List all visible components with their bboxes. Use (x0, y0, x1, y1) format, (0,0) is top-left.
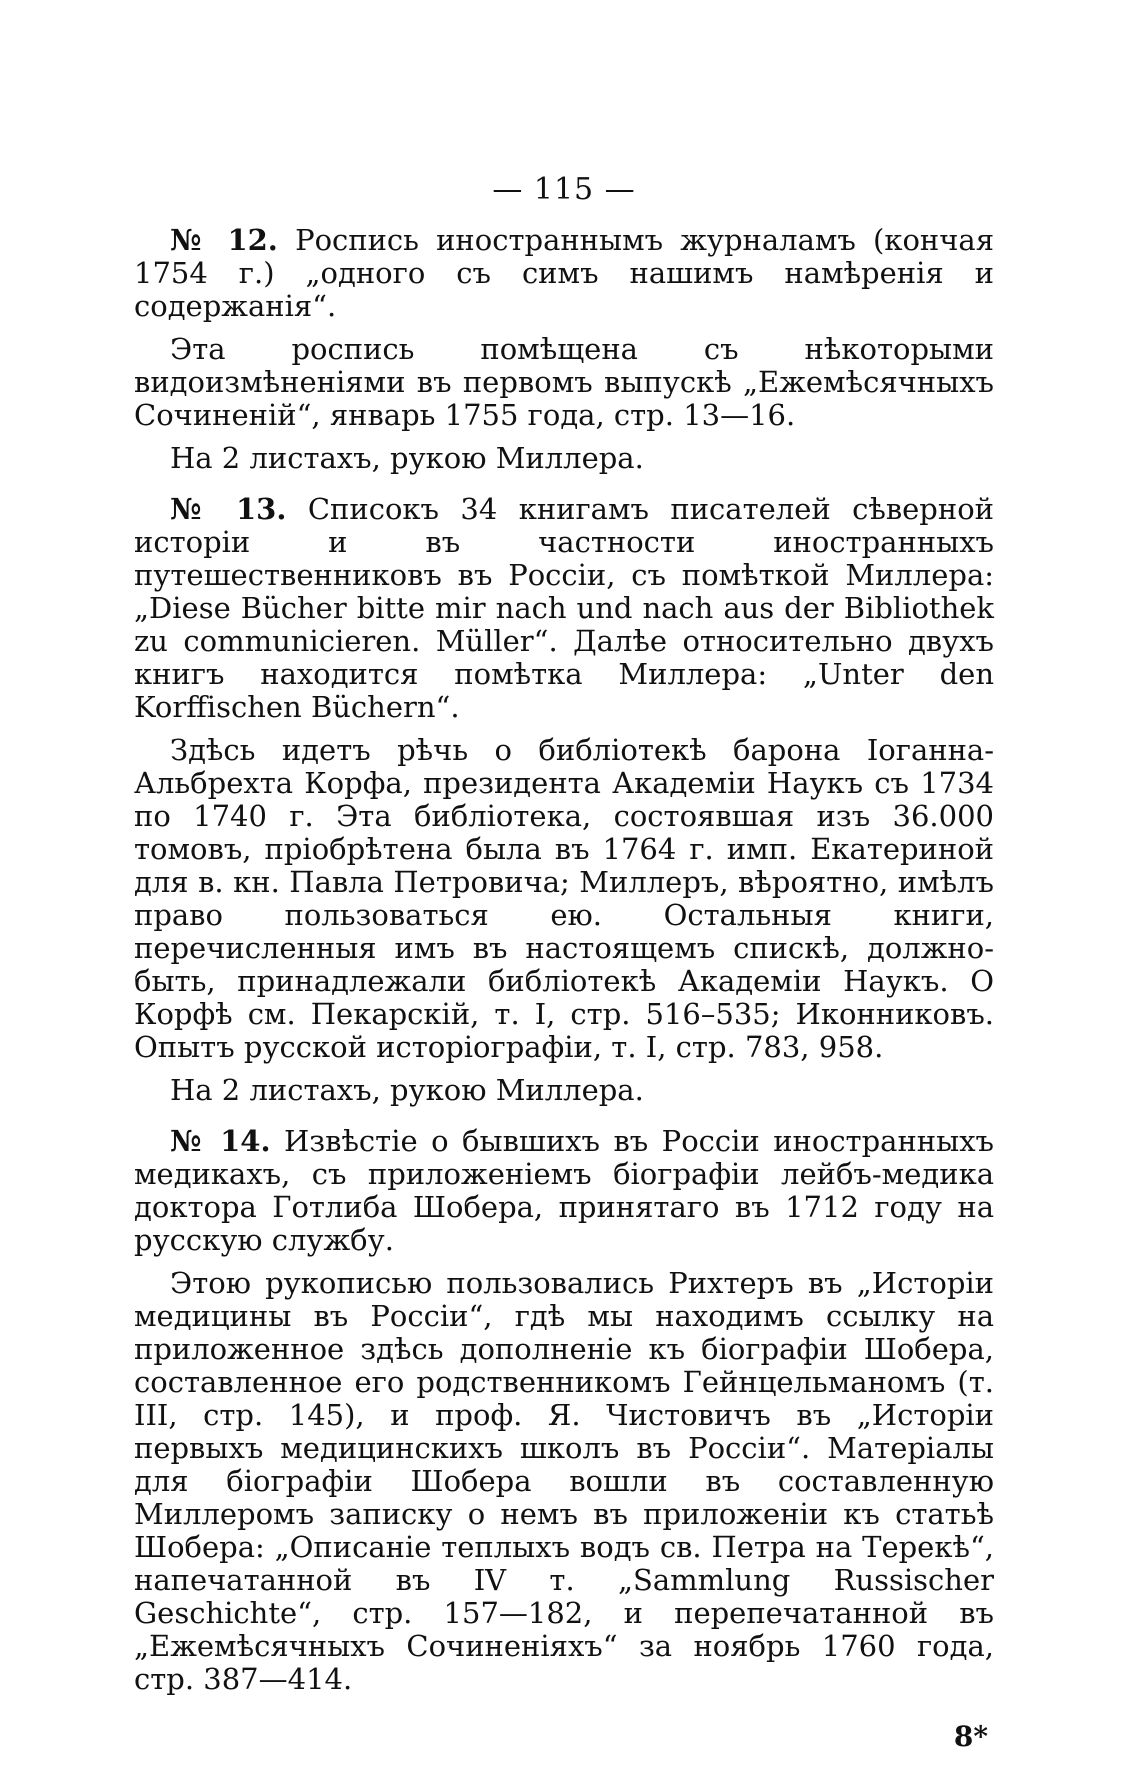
entry-title (134, 224, 994, 323)
entry-title-text: Списокъ 34 книгамъ писателей сѣверной исторіи и въ частности иностранныхъ путешественниковъ въ Россіи, съ помѣткой Миллера: „Diese Bücher bitte mir nach und nach aus der Bibliothek zu communicieren. Müller“. Далѣе относительно двухъ книгъ находится помѣтка Миллера: „Unter den Korffischen Büchern“. (134, 492, 994, 724)
entry-title (134, 493, 994, 724)
document-page (134, 170, 994, 1754)
entry-13 (134, 493, 994, 1107)
entry-title (134, 1125, 994, 1257)
entry-body: Этою рукописью пользовались Рихтеръ въ „Исторіи медицины въ Россіи“, гдѣ мы находимъ ссылку на приложенное здѣсь дополненіе къ біографіи Шобера, составленное его родственникомъ Гейнцельманомъ (т. III, стр. 145), и проф. Я. Чистовичъ въ „Исторіи первыхъ медицинскихъ школъ въ Россіи“. Матеріалы для біографіи Шобера вошли въ составленную Миллеромъ записку о немъ въ приложеніи къ статьѣ Шобера: „Описаніе теплыхъ водъ св. Петра на Терекѣ“, напечатанной въ IV т. „Sammlung Russischer Geschichte“, стр. 157—182, и перепечатанной въ „Ежемѣсячныхъ Сочиненіяхъ“ за ноябрь 1760 года, стр. 387—414. (134, 1266, 994, 1696)
entry-title-text: Извѣстіе о бывшихъ въ Россіи иностранныхъ медикахъ, съ приложеніемъ біографіи лейбъ-медика доктора Готлиба Шобера, принятаго въ 1712 году на русскую службу. (134, 1124, 994, 1257)
entry-body: Здѣсь идетъ рѣчь о библіотекѣ барона Іоганна-Альбрехта Корфа, президента Академіи Наукъ съ 1734 по 1740 г. Эта библіотека, состоявшая изъ 36.000 томовъ, пріобрѣтена была въ 1764 г. имп. Екатериной для в. кн. Павла Петровича; Миллеръ, вѣроятно, имѣлъ право пользоваться ею. Остальныя книги, перечисленныя имъ въ настоящемъ спискѣ, должно-быть, принадлежали библіотекѣ Академіи Наукъ. О Корфѣ см. Пекарскій, т. I, стр. 516–535; Иконниковъ. Опытъ русской исторіографіи, т. I, стр. 783, 958. (134, 733, 994, 1064)
entry-title-text: Роспись иностраннымъ журналамъ (кончая 1754 г.) „одного съ симъ нашимъ намѣренія и содержанія“. (134, 223, 995, 323)
entry-number: № 14. (170, 1124, 271, 1158)
entry-12 (134, 224, 994, 475)
signature-mark: 8* (953, 1720, 988, 1753)
page-number: — 115 — (492, 172, 636, 207)
entry-note: На 2 листахъ, рукою Миллера. (170, 441, 644, 475)
entry-14 (134, 1125, 994, 1696)
entry-body: Эта роспись помѣщена съ нѣкоторыми видоизмѣненіями въ первомъ выпускѣ „Ежемѣсячныхъ Сочиненій“, январь 1755 года, стр. 13—16. (134, 332, 994, 432)
entry-number: № 12. (170, 223, 278, 257)
entry-note: На 2 листахъ, рукою Миллера. (170, 1073, 644, 1107)
entry-number: № 13. (170, 492, 287, 526)
